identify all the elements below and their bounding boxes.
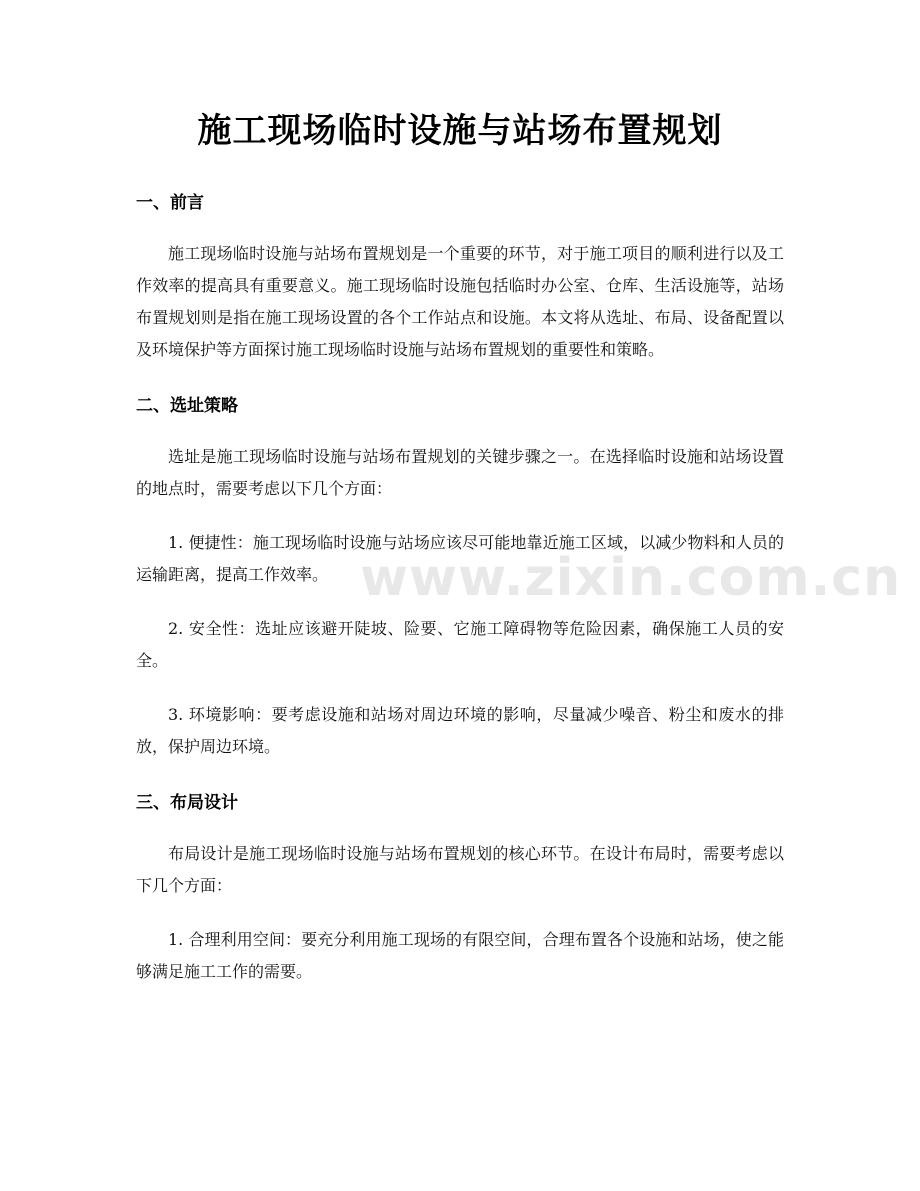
layout-design-intro-paragraph: 布局设计是施工现场临时设施与站场布置规划的核心环节。在设计布局时，需要考虑以下几个方面： xyxy=(136,844,784,895)
section-heading-preface: 一、前言 xyxy=(136,193,204,213)
layout-design-item-space: 1. 合理利用空间：要充分利用施工现场的有限空间，合理布置各个设施和站场，使之能够满足施工工作的需要。 xyxy=(136,930,784,981)
section-heading-site-selection: 二、选址策略 xyxy=(136,396,238,416)
site-selection-item-convenience: 1. 便捷性：施工现场临时设施与站场应该尽可能地靠近施工区域，以减少物料和人员的运输距离，提高工作效率。 xyxy=(136,533,784,584)
site-selection-intro-paragraph: 选址是施工现场临时设施与站场布置规划的关键步骤之一。在选择临时设施和站场设置的地点时，需要考虑以下几个方面： xyxy=(136,447,784,498)
section-heading-layout-design: 三、布局设计 xyxy=(136,793,238,813)
site-selection-item-safety: 2. 安全性：选址应该避开陡坡、险要、它施工障碍物等危险因素，确保施工人员的安全。 xyxy=(136,619,784,670)
document-title: 施工现场临时设施与站场布置规划 xyxy=(197,111,723,151)
watermark-text: www.zixin.com.cn xyxy=(360,548,902,608)
preface-paragraph: 施工现场临时设施与站场布置规划是一个重要的环节，对于施工项目的顺利进行以及工作效率的提高具有重要意义。施工现场临时设施包括临时办公室、仓库、生活设施等，站场布置规划则是指在施工现场设置的各个工作站点和设施。本文将从选址、布局、设备配置以及环境保护等方面探讨施工现场临时设施与站场布置规划的重要性和策略。 xyxy=(136,244,784,359)
site-selection-item-environment: 3. 环境影响：要考虑设施和站场对周边环境的影响，尽量减少噪音、粉尘和废水的排放，保护周边环境。 xyxy=(136,705,784,756)
